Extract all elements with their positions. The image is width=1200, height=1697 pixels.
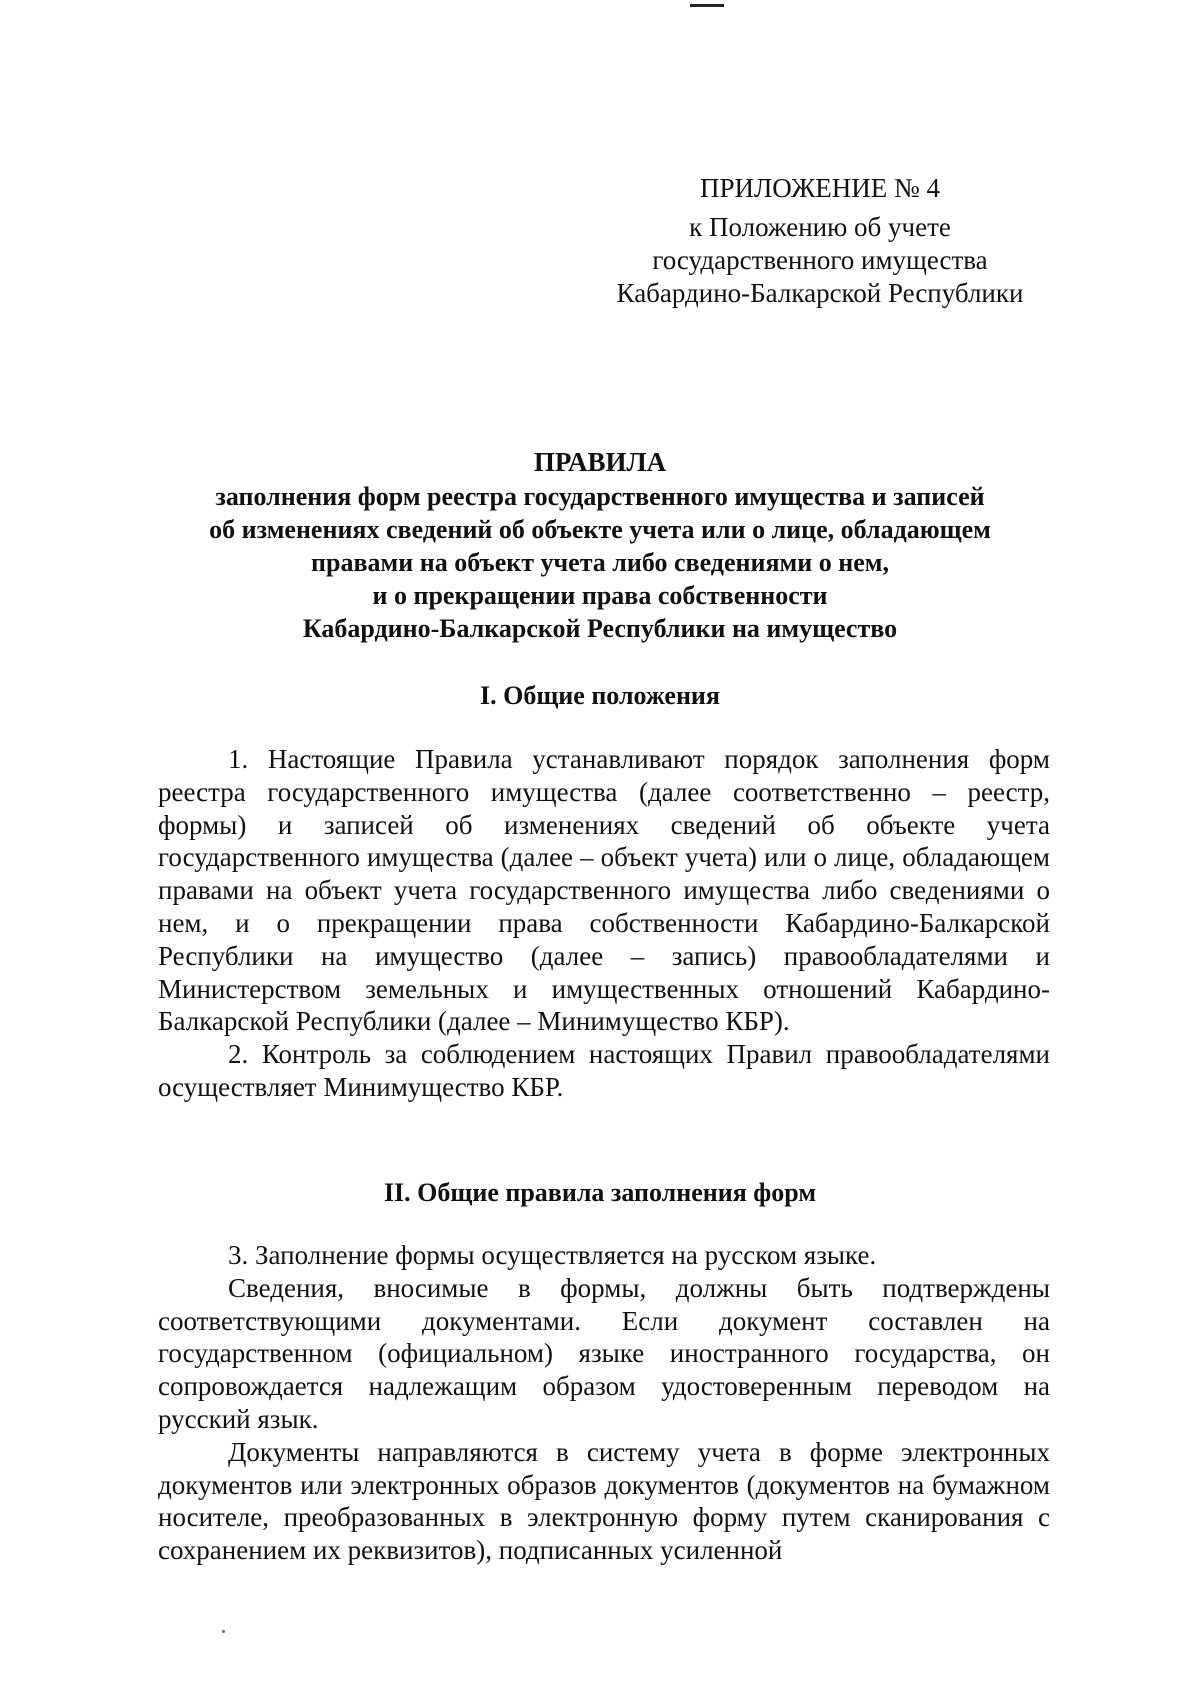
appendix-header (590, 172, 1050, 310)
paragraph-2: 2. Контроль за соблюдением настоящих Правил правообладателями осуществляет Минимущество КБР. (158, 1039, 1050, 1102)
section-form-rules-body (158, 1239, 1050, 1567)
paragraph-1: 1. Настоящие Правила устанавливают порядок заполнения форм реестра государственного имущества (далее соответственно – реестр, формы) и записей об изменениях сведений об объекте учета государственного имущества (далее – объект учета) или о лице, обладающем правами на объект учета государственного имущества либо сведениями о нем, и о прекращении права собственности Кабардино-Балкарской Республики на имущество (далее – запись) правообладателями и Министерством земельных и имущественных отношений Кабардино-Балкарской Республики (далее – Минимущество КБР). (158, 744, 1050, 1037)
scan-artifact-mark (690, 4, 724, 7)
appendix-reference-line: к Положению об учете (689, 212, 951, 242)
title-subtitle-line: об изменениях сведений об объекте учета или о лице, обладающем (209, 515, 991, 544)
appendix-reference-line: Кабардино-Балкарской Республики (616, 278, 1024, 308)
scan-artifact-dot (222, 1630, 225, 1633)
title-subtitle-line: и о прекращении права собственности (372, 581, 828, 610)
title-main: ПРАВИЛА (533, 447, 667, 477)
document-title (150, 446, 1050, 645)
paragraph-3-documents: Документы направляются в систему учета в форме электронных документов или электронных образов документов (документов на бумажном носителе, преобразованных в электронную форму путем сканирования с сохранением их реквизитов), подписанных усиленной (158, 1436, 1050, 1566)
paragraph-3-details: Сведения, вносимые в формы, должны быть подтверждены соответствующими документами. Если документ составлен на государственном (официальном) языке иностранного государства, он сопровождается надлежащим образом удостоверенным переводом на русский язык. (158, 1272, 1050, 1434)
title-subtitle-line: заполнения форм реестра государственного имущества и записей (215, 482, 985, 511)
appendix-number: ПРИЛОЖЕНИЕ № 4 (699, 173, 941, 203)
paragraph-3: 3. Заполнение формы осуществляется на русском языке. (228, 1240, 877, 1270)
title-subtitle-line: Кабардино-Балкарской Республики на имущество (302, 614, 898, 643)
section-heading-form-rules: II. Общие правила заполнения форм (383, 1178, 817, 1207)
section-heading-general-provisions: I. Общие положения (480, 681, 720, 710)
title-subtitle-line: правами на объект учета либо сведениями о нем, (311, 548, 889, 577)
appendix-reference-line: государственного имущества (652, 245, 988, 275)
section-general-provisions-body (158, 743, 1050, 1104)
